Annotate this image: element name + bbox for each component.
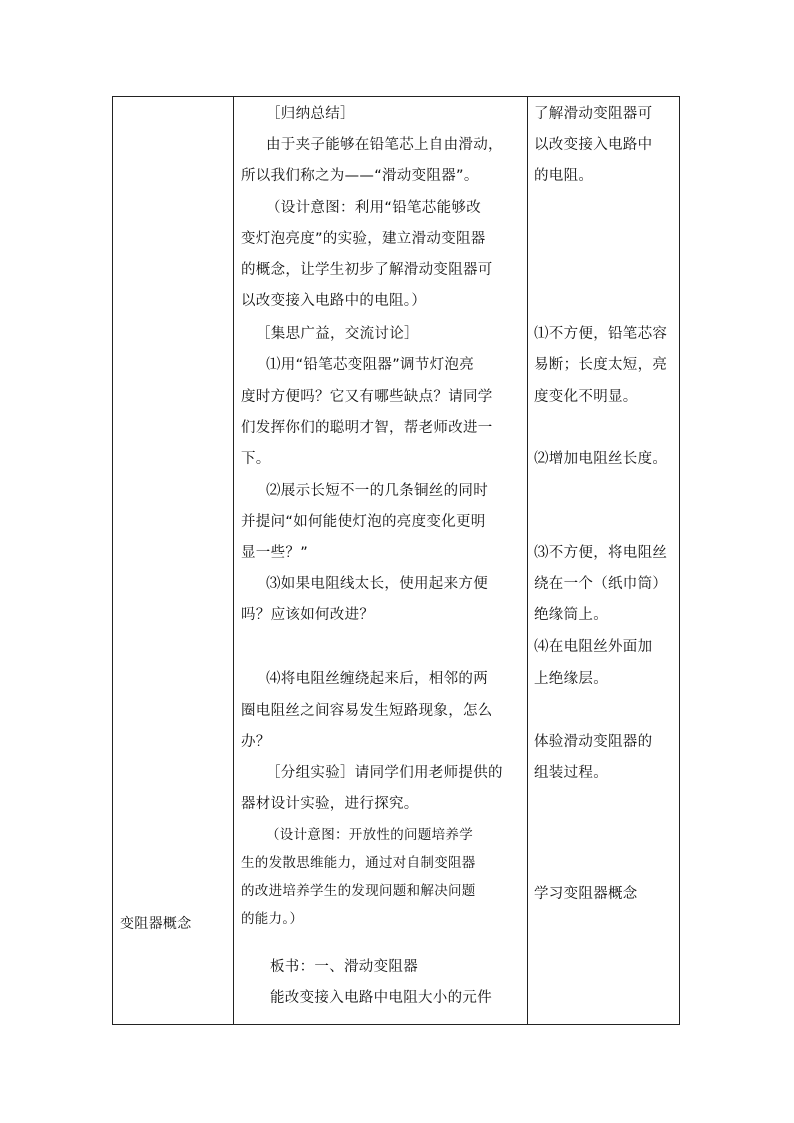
text-line: 的概念，让学生初步了解滑动变阻器可 <box>241 262 493 278</box>
text-line: ⑶如果电阻线太长，使用起来方便 <box>266 576 488 592</box>
text-line: 生的发散思维能力，通过对自制变阻器 <box>241 855 476 871</box>
lesson-table <box>112 96 680 1025</box>
text-line: 了解滑动变阻器可 <box>534 106 653 122</box>
text-line: 显一些？” <box>241 545 309 561</box>
text-line: 办？ <box>241 734 271 750</box>
section-heading: ［集思广益，交流讨论］ <box>256 326 419 342</box>
text-line: ⑴不方便，铅笔芯容 <box>534 326 668 342</box>
text-line: 变灯泡亮度”的实验，建立滑动变阻器 <box>241 231 486 247</box>
text-line: ⑶不方便，将电阻丝 <box>534 545 668 561</box>
board-writing: 能改变接入电路中电阻大小的元件 <box>270 990 492 1006</box>
text-line: 易断；长度太短，亮 <box>534 357 668 373</box>
text-line: ⑴用“铅笔芯变阻器”调节灯泡亮 <box>266 357 475 373</box>
text-line: 上绝缘层。 <box>534 671 608 687</box>
text-line: ⑵展示长短不一的几条铜丝的同时 <box>266 483 488 499</box>
text-line: 圈电阻丝之间容易发生短路现象，怎么 <box>241 703 493 719</box>
text-line: ［分组实验］请同学们用老师提供的 <box>266 765 503 781</box>
text-line: ⑷将电阻丝缠绕起来后，相邻的两 <box>266 671 488 687</box>
board-writing: 板书：一、滑动变阻器 <box>270 959 418 975</box>
text-line: 体验滑动变阻器的 <box>534 734 653 750</box>
text-line: （设计意图：开放性的问题培养学 <box>266 827 473 843</box>
text-line: ⑷在电阻丝外面加 <box>534 639 653 655</box>
text-line: 绕在一个（纸巾筒） <box>534 576 668 592</box>
text-line: 器材设计实验，进行探究。 <box>241 796 419 812</box>
topic-label: 变阻器概念 <box>120 916 192 932</box>
text-line: 度时方便吗？它又有哪些缺点？请同学 <box>241 389 493 405</box>
text-line: 组装过程。 <box>534 765 608 781</box>
text-line: 并提问“如何能使灯泡的亮度变化更明 <box>241 514 486 530</box>
text-line: 的改进培养学生的发现问题和解决问题 <box>241 883 476 899</box>
text-line: 由于夹子能够在铅笔芯上自由滑动， <box>266 137 503 153</box>
text-line: （设计意图：利用“铅笔芯能够改 <box>266 200 482 216</box>
text-line: 吗？应该如何改进？ <box>241 607 375 623</box>
text-line: 们发挥你们的聪明才智，帮老师改进一 <box>241 420 493 436</box>
text-line: 下。 <box>241 451 271 467</box>
text-line: ⑵增加电阻丝长度。 <box>534 451 668 467</box>
text-line: 以改变接入电路中的电阻。） <box>241 293 427 309</box>
text-line: 的电阻。 <box>534 168 594 184</box>
topic-column <box>113 97 233 1024</box>
section-heading: ［归纳总结］ <box>266 106 355 122</box>
student-activity-column <box>528 97 680 1024</box>
text-line: 以改变接入电路中 <box>534 137 653 153</box>
text-line: 所以我们称之为——“滑动变阻器”。 <box>241 168 479 184</box>
text-line: 度变化不明显。 <box>534 389 638 405</box>
text-line: 学习变阻器概念 <box>534 886 638 902</box>
text-line: 的能力。） <box>241 911 304 927</box>
teacher-activity-column <box>234 97 527 1024</box>
text-line: 绝缘筒上。 <box>534 607 608 623</box>
